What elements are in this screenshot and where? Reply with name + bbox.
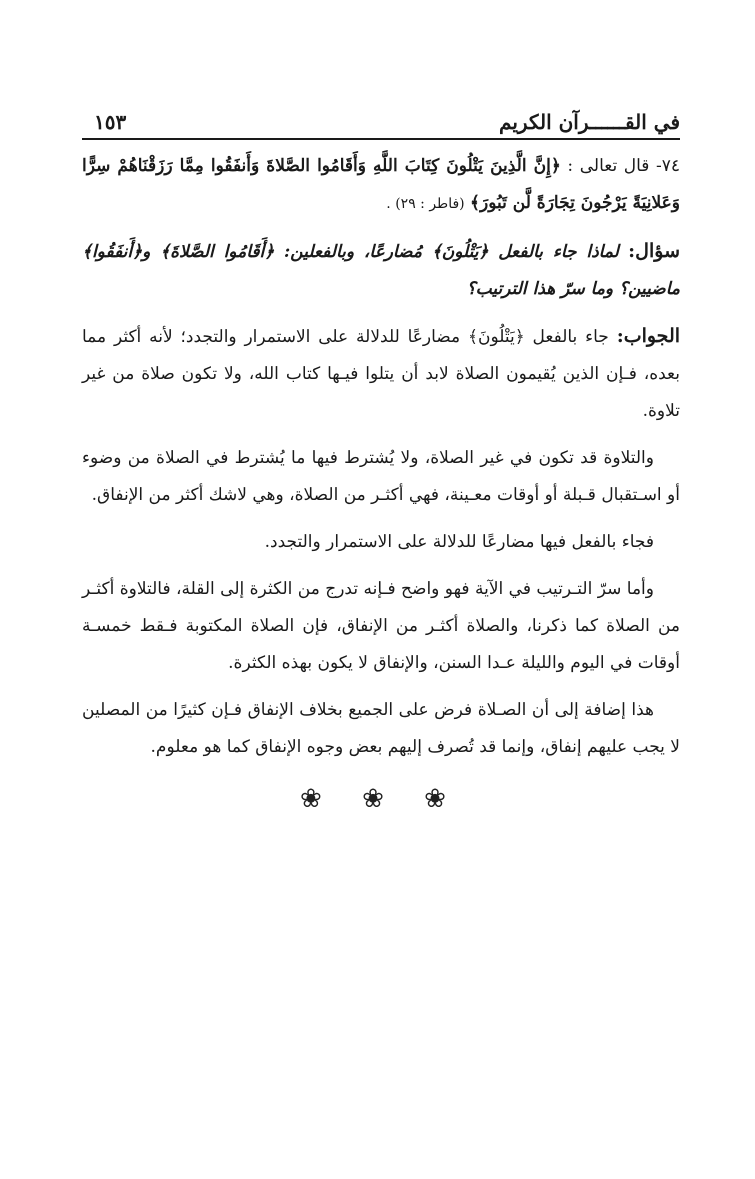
body-paragraph: وأما سرّ التـرتيب في الآية فهو واضح فـإنه تدرج من الكثرة إلى القلة، فالتلاوة أكثـر من الصلاة كما ذكرنا، والصلاة أكثـر من الإنفاق، فإن الصلاة المكتوبة فـقط خمسـة أوقات في اليوم والليلة عـدا السنن، والإنفاق لا يكون بهذه الكثرة. — [82, 579, 680, 673]
body-paragraph: والتلاوة قد تكون في غير الصلاة، ولا يُشترط فيها ما يُشترط في الصلاة من وضوء أو اسـتقبال قـبلة أو أوقات معـينة، فهي أكثـر من الصلاة، وهي لاشك أكثر من الإنفاق. — [82, 448, 680, 505]
book-page — [82, 108, 680, 814]
question-label: سؤال: — [628, 240, 680, 262]
question-text: لماذا جاء بالفعل ﴿يَتْلُونَ﴾ مُضارعًا، وبالفعلين: ﴿أَقَامُوا الصَّلاةَ﴾ و﴿أَنفَقُوا﴾ ماضيين؟ وما سرّ هذا الترتيب؟ — [82, 242, 680, 299]
question-paragraph — [82, 233, 680, 308]
item-number: ٧٤- قال تعالى : — [567, 156, 680, 176]
quran-verse: ﴿إِنَّ الَّذِينَ يَتْلُونَ كِتَابَ اللَّهِ وَأَقَامُوا الصَّلاةَ وَأَنفَقُوا مِمَّا رَزَقْنَاهُمْ سِرًّا وَعَلانِيَةً يَرْجُونَ تِجَارَةً لَّن تَبُورَ﴾ — [82, 156, 680, 213]
body-paragraph: هذا إضافة إلى أن الصـلاة فرض على الجميع بخلاف الإنفاق فـإن كثيرًا من المصلين لا يجب عليهم إنفاق، وإنما قد تُصرف إليهم بعض وجوه الإنفاق كما هو معلوم. — [82, 700, 680, 757]
verse-reference: (فاطر : ٢٩) . — [386, 196, 465, 212]
verse-paragraph — [82, 148, 680, 223]
running-head — [82, 108, 680, 138]
answer-paragraph — [82, 318, 680, 430]
book-title: في القــــــرآن الكريم — [499, 110, 680, 134]
header-rule — [82, 138, 680, 140]
answer-text: جاء بالفعل ﴿يَتْلُونَ﴾ مضارعًا للدلالة على الاستمرار والتجدد؛ لأنه أكثر مما بعده، فـإن الذين يُقيمون الصلاة لابد أن يتلوا فيـها كتاب الله، ولا تكون صلاة من غير تلاوة. — [82, 327, 680, 421]
body-paragraph: فجاء بالفعل فيها مضارعًا للدلالة على الاستمرار والتجدد. — [264, 532, 654, 552]
flower-ornament-icon: ❀ ❀ ❀ — [300, 784, 462, 814]
answer-label: الجواب: — [616, 325, 681, 347]
page-number: ١٥٣ — [94, 110, 127, 134]
